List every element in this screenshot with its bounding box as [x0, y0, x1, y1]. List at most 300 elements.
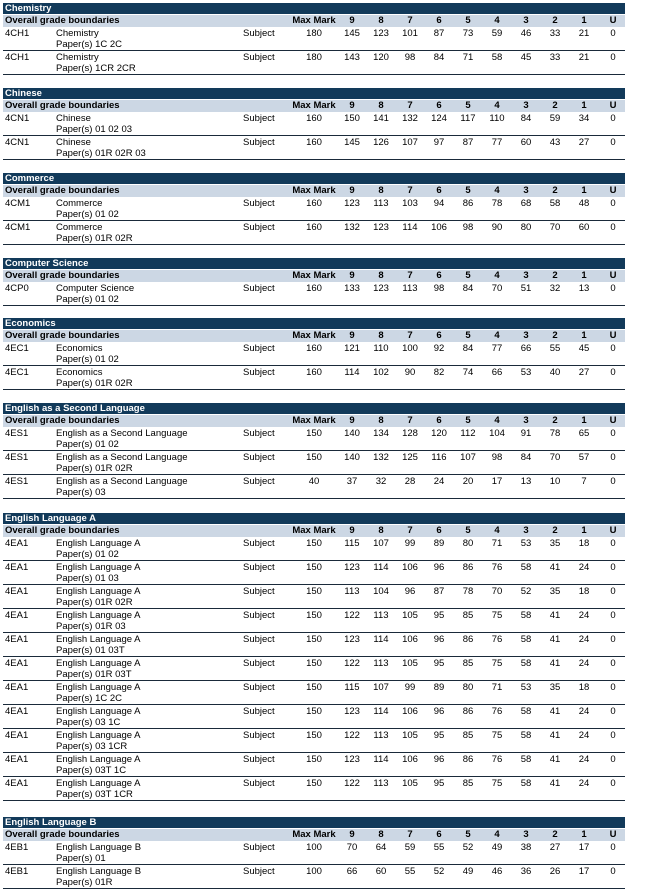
- paper-list: Paper(s) 01: [56, 853, 106, 864]
- grade-header: 3: [523, 185, 529, 196]
- grade-boundary: 66: [346, 866, 358, 877]
- header-row: [3, 524, 625, 537]
- grade-boundary: 41: [549, 610, 561, 621]
- grade-boundary: 70: [491, 586, 503, 597]
- grade-boundary: 37: [346, 476, 358, 487]
- grade-boundary: 57: [578, 452, 590, 463]
- grade-boundary: 73: [462, 28, 474, 39]
- grade-header: 9: [349, 100, 355, 111]
- table-row: [3, 366, 625, 390]
- overall-label: Overall grade boundaries: [5, 185, 120, 196]
- grade-boundary: 28: [404, 476, 416, 487]
- qualification-code: 4CH1: [5, 28, 30, 39]
- grade-boundary: 100: [402, 343, 418, 354]
- grade-boundary: 71: [491, 538, 503, 549]
- paper-list: Paper(s) 01R 02R: [56, 597, 133, 608]
- qualification-name: English Language A: [56, 610, 141, 621]
- grade-boundary: 75: [491, 658, 503, 669]
- section-title: Economics: [3, 318, 625, 329]
- qualification-name: English Language A: [56, 538, 141, 549]
- grade-boundary: 0: [610, 586, 616, 597]
- boundary-type: Subject: [243, 137, 275, 148]
- boundary-type: Subject: [243, 730, 275, 741]
- header-row: [3, 828, 625, 841]
- grade-boundary: 36: [520, 866, 532, 877]
- grade-boundary: 76: [491, 562, 503, 573]
- max-mark: 160: [306, 343, 322, 354]
- grade-header: 8: [378, 185, 384, 196]
- grade-boundary: 52: [433, 866, 445, 877]
- max-mark: 150: [306, 730, 322, 741]
- grade-boundary: 0: [610, 343, 616, 354]
- boundary-type: Subject: [243, 754, 275, 765]
- grade-header: 2: [552, 829, 558, 840]
- grade-boundary: 110: [373, 343, 389, 354]
- grade-boundary: 0: [610, 706, 616, 717]
- qualification-title: [56, 222, 133, 244]
- grade-boundary: 89: [433, 682, 445, 693]
- paper-list: Paper(s) 01R 02R: [56, 233, 133, 244]
- paper-list: Paper(s) 01 02: [56, 439, 119, 450]
- qualification-name: English Language A: [56, 754, 141, 765]
- qualification-name: Computer Science: [56, 283, 135, 294]
- grade-boundary: 113: [373, 610, 389, 621]
- grade-boundary: 101: [402, 28, 418, 39]
- qualification-code: 4ES1: [5, 428, 29, 439]
- qualification-name: English Language B: [56, 842, 142, 853]
- grade-header: 8: [378, 270, 384, 281]
- grade-boundary: 84: [520, 113, 532, 124]
- grade-boundary: 114: [373, 706, 389, 717]
- grade-boundary: 96: [433, 562, 445, 573]
- grade-boundary: 24: [578, 778, 590, 789]
- paper-list: Paper(s) 01 02 03: [56, 124, 133, 135]
- grade-header: 5: [465, 100, 471, 111]
- table-row: [3, 561, 625, 585]
- max-mark-header: Max Mark: [292, 330, 336, 341]
- grade-boundary: 84: [462, 283, 474, 294]
- grade-boundary: 0: [610, 754, 616, 765]
- grade-boundary: 41: [549, 634, 561, 645]
- grade-header: 6: [436, 415, 442, 426]
- table-row: [3, 475, 625, 499]
- grade-boundary: 113: [373, 198, 389, 209]
- table-row: [3, 197, 625, 221]
- grade-boundary: 86: [462, 198, 474, 209]
- grade-header: 3: [523, 330, 529, 341]
- section-title: English as a Second Language: [3, 403, 625, 414]
- qualification-name: Chinese: [56, 113, 91, 124]
- grade-header: 2: [552, 270, 558, 281]
- max-mark: 180: [306, 52, 322, 63]
- qualification-code: 4EA1: [5, 682, 29, 693]
- grade-header: 1: [581, 270, 587, 281]
- qualification-name: English as a Second Language: [56, 452, 188, 463]
- paper-list: Paper(s) 03T 1C: [56, 765, 127, 776]
- grade-header: U: [609, 100, 617, 111]
- grade-boundary: 86: [462, 754, 474, 765]
- boundary-type: Subject: [243, 562, 275, 573]
- grade-boundary: 0: [610, 198, 616, 209]
- grade-header: 4: [494, 185, 500, 196]
- paper-list: Paper(s) 03 1CR: [56, 741, 128, 752]
- max-mark: 100: [306, 842, 322, 853]
- qualification-code: 4CN1: [5, 137, 30, 148]
- paper-list: Paper(s) 01 02: [56, 294, 119, 305]
- grade-boundary: 113: [373, 730, 389, 741]
- grade-boundary: 41: [549, 562, 561, 573]
- grade-header: 6: [436, 15, 442, 26]
- header-row: [3, 14, 625, 27]
- grade-boundary: 91: [520, 428, 532, 439]
- grade-boundary: 128: [402, 428, 418, 439]
- qualification-name: English Language A: [56, 562, 141, 573]
- grade-boundary: 59: [404, 842, 416, 853]
- grade-boundary: 0: [610, 428, 616, 439]
- table-row: [3, 221, 625, 245]
- grade-boundary: 80: [462, 682, 474, 693]
- grade-boundary: 71: [462, 52, 474, 63]
- qualification-code: 4CH1: [5, 52, 30, 63]
- grade-boundary: 140: [344, 428, 360, 439]
- grade-header: 1: [581, 415, 587, 426]
- overall-label: Overall grade boundaries: [5, 15, 120, 26]
- grade-boundary: 75: [491, 730, 503, 741]
- grade-boundary: 114: [373, 562, 389, 573]
- grade-boundary: 27: [549, 842, 561, 853]
- overall-label: Overall grade boundaries: [5, 270, 120, 281]
- boundary-type: Subject: [243, 778, 275, 789]
- qualification-code: 4EA1: [5, 658, 29, 669]
- grade-boundary: 123: [344, 198, 360, 209]
- grade-boundary: 58: [520, 634, 532, 645]
- grade-boundary: 58: [520, 562, 532, 573]
- grade-boundary: 53: [520, 538, 532, 549]
- grade-boundary: 0: [610, 367, 616, 378]
- max-mark: 150: [306, 778, 322, 789]
- section-title: English Language B: [3, 817, 625, 828]
- grade-boundary: 24: [433, 476, 445, 487]
- boundary-type: Subject: [243, 452, 275, 463]
- grade-boundary: 104: [489, 428, 505, 439]
- qualification-name: Commerce: [56, 198, 103, 209]
- grade-boundary: 110: [489, 113, 505, 124]
- table-row: [3, 681, 625, 705]
- grade-boundary: 13: [578, 283, 590, 294]
- grade-boundary: 0: [610, 682, 616, 693]
- grade-boundary: 68: [520, 198, 532, 209]
- qualification-name: English Language A: [56, 706, 141, 717]
- section-chemistry: [3, 3, 625, 75]
- header-row: [3, 184, 625, 197]
- grade-header: 3: [523, 270, 529, 281]
- grade-header: U: [609, 185, 617, 196]
- grade-header: 2: [552, 185, 558, 196]
- grade-boundary: 74: [462, 367, 474, 378]
- boundary-type: Subject: [243, 28, 275, 39]
- boundary-type: Subject: [243, 198, 275, 209]
- grade-boundary: 96: [433, 754, 445, 765]
- max-mark: 180: [306, 28, 322, 39]
- qualification-code: 4CN1: [5, 113, 30, 124]
- grade-boundary: 132: [344, 222, 360, 233]
- qualification-name: English as a Second Language: [56, 476, 188, 487]
- grade-boundary: 117: [460, 113, 476, 124]
- grade-boundary: 85: [462, 778, 474, 789]
- grade-boundary: 48: [578, 198, 590, 209]
- grade-boundary: 141: [373, 113, 389, 124]
- qualification-title: [56, 428, 188, 450]
- qualification-code: 4CM1: [5, 198, 31, 209]
- grade-boundary: 92: [433, 343, 445, 354]
- section-english-as-a-second-language: [3, 403, 625, 499]
- qualification-code: 4EB1: [5, 866, 29, 877]
- grade-boundary: 120: [373, 52, 389, 63]
- grade-boundary: 102: [373, 367, 389, 378]
- grade-header: 1: [581, 185, 587, 196]
- grade-boundary: 96: [404, 586, 416, 597]
- paper-list: Paper(s) 01R 02R: [56, 463, 133, 474]
- qualification-title: [56, 866, 141, 888]
- table-row: [3, 841, 625, 865]
- grade-header: 2: [552, 15, 558, 26]
- qualification-title: [56, 682, 141, 704]
- grade-boundary: 55: [433, 842, 445, 853]
- grade-boundary: 150: [344, 113, 360, 124]
- grade-boundary: 27: [578, 137, 590, 148]
- grade-boundary: 95: [433, 610, 445, 621]
- grade-boundary: 113: [373, 778, 389, 789]
- grade-header: 9: [349, 330, 355, 341]
- grade-boundary: 24: [578, 610, 590, 621]
- grade-boundary: 86: [462, 634, 474, 645]
- boundary-type: Subject: [243, 682, 275, 693]
- qualification-title: [56, 343, 119, 365]
- grade-boundary: 97: [433, 137, 445, 148]
- boundary-type: Subject: [243, 586, 275, 597]
- grade-boundary: 123: [344, 634, 360, 645]
- grade-header: 6: [436, 185, 442, 196]
- qualification-title: [56, 778, 141, 800]
- grade-boundary: 32: [549, 283, 561, 294]
- qualification-title: [56, 842, 141, 864]
- grade-header: 6: [436, 330, 442, 341]
- grade-boundary: 76: [491, 706, 503, 717]
- qualification-name: Economics: [56, 367, 103, 378]
- grade-boundary: 52: [462, 842, 474, 853]
- grade-boundary: 107: [402, 137, 418, 148]
- qualification-title: [56, 658, 141, 680]
- boundary-type: Subject: [243, 113, 275, 124]
- qualification-name: English Language A: [56, 634, 141, 645]
- grade-boundary: 46: [520, 28, 532, 39]
- qualification-title: [56, 586, 141, 608]
- grade-boundary: 80: [462, 538, 474, 549]
- grade-boundary: 45: [578, 343, 590, 354]
- grade-boundary: 20: [462, 476, 474, 487]
- grade-boundary: 145: [344, 137, 360, 148]
- grade-header: 4: [494, 330, 500, 341]
- grade-boundary: 0: [610, 866, 616, 877]
- grade-boundary: 0: [610, 137, 616, 148]
- grade-boundary: 114: [344, 367, 360, 378]
- table-row: [3, 282, 625, 306]
- grade-boundary: 66: [520, 343, 532, 354]
- grade-boundary: 107: [373, 682, 389, 693]
- qualification-title: [56, 706, 141, 728]
- grade-boundary: 116: [431, 452, 447, 463]
- max-mark: 150: [306, 428, 322, 439]
- max-mark: 40: [308, 476, 320, 487]
- grade-header: 4: [494, 829, 500, 840]
- boundary-type: Subject: [243, 538, 275, 549]
- grade-boundary: 121: [344, 343, 360, 354]
- grade-boundary: 89: [433, 538, 445, 549]
- grade-boundary: 84: [433, 52, 445, 63]
- overall-label: Overall grade boundaries: [5, 330, 120, 341]
- qualification-code: 4EA1: [5, 610, 29, 621]
- grade-boundary: 52: [520, 586, 532, 597]
- header-row: [3, 269, 625, 282]
- grade-header: 2: [552, 415, 558, 426]
- grade-boundary: 78: [462, 586, 474, 597]
- grade-boundary: 106: [402, 562, 418, 573]
- grade-header: 8: [378, 15, 384, 26]
- max-mark-header: Max Mark: [292, 525, 336, 536]
- grade-boundary: 70: [549, 452, 561, 463]
- grade-boundary: 33: [549, 52, 561, 63]
- qualification-code: 4EA1: [5, 538, 29, 549]
- grade-boundary: 7: [581, 476, 587, 487]
- qualification-title: [56, 538, 141, 560]
- table-row: [3, 657, 625, 681]
- grade-header: 7: [407, 829, 413, 840]
- grade-boundary: 96: [433, 634, 445, 645]
- grade-boundary: 10: [549, 476, 561, 487]
- grade-boundary: 78: [549, 428, 561, 439]
- grade-header: 8: [378, 100, 384, 111]
- grade-boundary: 18: [578, 586, 590, 597]
- grade-boundary: 60: [375, 866, 387, 877]
- grade-boundary: 0: [610, 452, 616, 463]
- paper-list: Paper(s) 01 03T: [56, 645, 125, 656]
- grade-boundary: 145: [344, 28, 360, 39]
- grade-boundary: 114: [373, 754, 389, 765]
- section-title: English Language A: [3, 513, 625, 524]
- qualification-name: English Language A: [56, 682, 141, 693]
- grade-boundary: 86: [462, 562, 474, 573]
- grade-boundary: 106: [402, 754, 418, 765]
- max-mark: 160: [306, 137, 322, 148]
- table-row: [3, 633, 625, 657]
- grade-header: U: [609, 829, 617, 840]
- grade-boundary: 82: [433, 367, 445, 378]
- grade-header: 7: [407, 185, 413, 196]
- grade-header: U: [609, 330, 617, 341]
- grade-boundary: 41: [549, 730, 561, 741]
- paper-list: Paper(s) 03 1C: [56, 717, 121, 728]
- grade-boundary: 94: [433, 198, 445, 209]
- boundary-type: Subject: [243, 476, 275, 487]
- qualification-name: Commerce: [56, 222, 103, 233]
- grade-boundary: 122: [344, 730, 360, 741]
- max-mark: 150: [306, 634, 322, 645]
- grade-boundary: 70: [346, 842, 358, 853]
- grade-boundary: 122: [344, 658, 360, 669]
- grade-boundary: 66: [491, 367, 503, 378]
- qualification-name: Economics: [56, 343, 103, 354]
- grade-boundary: 125: [402, 452, 418, 463]
- grade-boundary: 35: [549, 538, 561, 549]
- grade-header: U: [609, 270, 617, 281]
- grade-boundary: 24: [578, 754, 590, 765]
- grade-boundary: 105: [402, 730, 418, 741]
- max-mark-header: Max Mark: [292, 100, 336, 111]
- grade-header: 9: [349, 525, 355, 536]
- overall-label: Overall grade boundaries: [5, 100, 120, 111]
- grade-boundary: 24: [578, 562, 590, 573]
- grade-boundary: 84: [520, 452, 532, 463]
- boundary-type: Subject: [243, 610, 275, 621]
- qualification-title: [56, 730, 141, 752]
- grade-header: 3: [523, 415, 529, 426]
- grade-header: 1: [581, 330, 587, 341]
- qualification-code: 4CM1: [5, 222, 31, 233]
- grade-header: 4: [494, 15, 500, 26]
- header-row: [3, 414, 625, 427]
- boundary-type: Subject: [243, 842, 275, 853]
- grade-header: 3: [523, 15, 529, 26]
- qualification-title: [56, 754, 141, 776]
- grade-boundary: 60: [520, 137, 532, 148]
- grade-boundary: 113: [344, 586, 360, 597]
- grade-boundary: 87: [433, 28, 445, 39]
- grade-boundary: 0: [610, 610, 616, 621]
- max-mark-header: Max Mark: [292, 15, 336, 26]
- qualification-title: [56, 28, 122, 50]
- grade-header: 2: [552, 330, 558, 341]
- grade-boundary: 124: [431, 113, 447, 124]
- paper-list: Paper(s) 01R: [56, 877, 113, 888]
- grade-boundary: 46: [491, 866, 503, 877]
- grade-boundary: 21: [578, 28, 590, 39]
- grade-boundary: 0: [610, 842, 616, 853]
- grade-boundary: 43: [549, 137, 561, 148]
- max-mark: 150: [306, 562, 322, 573]
- grade-boundary: 126: [373, 137, 389, 148]
- grade-header: 5: [465, 525, 471, 536]
- grade-boundary: 85: [462, 610, 474, 621]
- grade-boundary: 0: [610, 778, 616, 789]
- grade-boundary: 70: [491, 283, 503, 294]
- table-row: [3, 729, 625, 753]
- qualification-title: [56, 367, 133, 389]
- grade-boundary: 0: [610, 562, 616, 573]
- section-chinese: [3, 88, 625, 160]
- grade-header: 3: [523, 525, 529, 536]
- grade-boundary: 0: [610, 52, 616, 63]
- grade-boundary: 58: [491, 52, 503, 63]
- grade-header: 7: [407, 15, 413, 26]
- grade-boundary: 115: [344, 538, 360, 549]
- section-english-language-b: [3, 817, 625, 889]
- table-row: [3, 342, 625, 366]
- grade-boundary: 105: [402, 778, 418, 789]
- grade-boundary: 123: [344, 754, 360, 765]
- grade-header: 9: [349, 185, 355, 196]
- grade-header: 7: [407, 100, 413, 111]
- boundary-type: Subject: [243, 343, 275, 354]
